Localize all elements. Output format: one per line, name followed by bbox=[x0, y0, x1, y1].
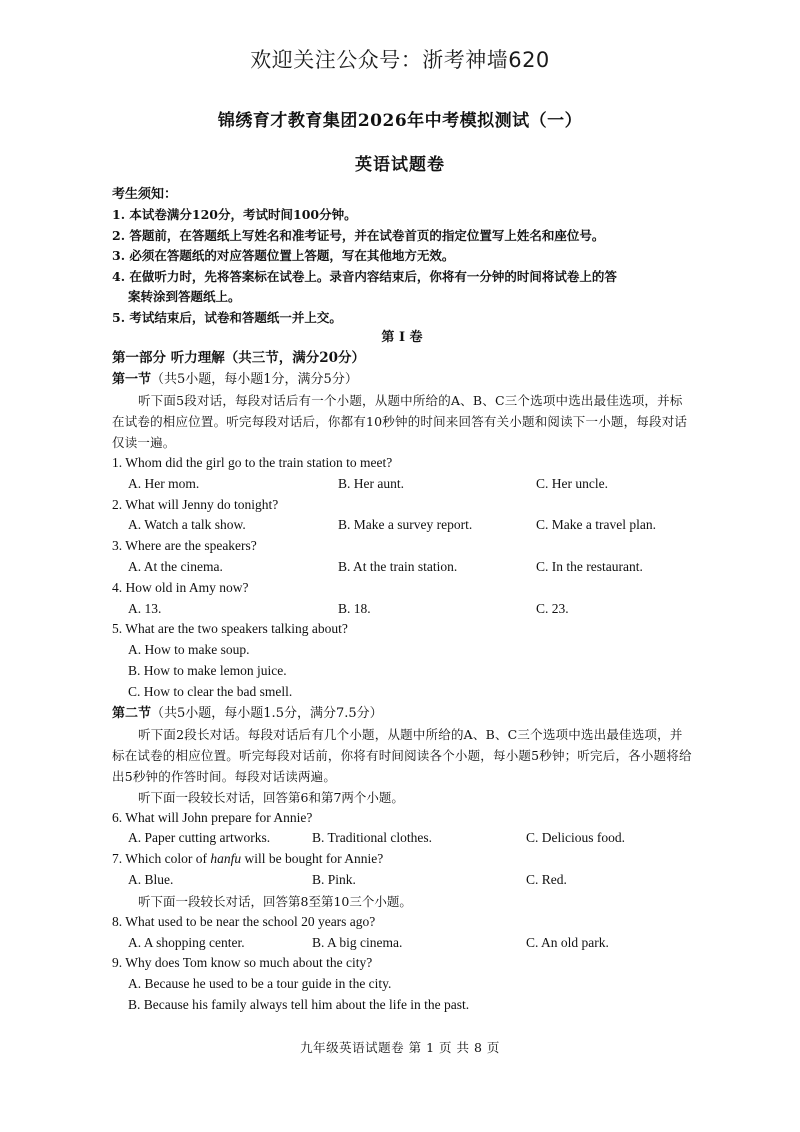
option-b: B. Pink. bbox=[312, 871, 356, 887]
option-row bbox=[112, 828, 692, 849]
question-block bbox=[112, 495, 692, 537]
option-b: B. 18. bbox=[338, 600, 371, 616]
question-text: 9. Why does Tom know so much about the city? bbox=[112, 955, 373, 971]
exam-content bbox=[112, 185, 692, 1016]
option-row bbox=[112, 599, 692, 620]
option-row bbox=[112, 933, 692, 954]
section-one-title bbox=[112, 369, 692, 390]
notice-item: 2. 答题前，在答题纸上写姓名和准考证号，并在试卷首页的指定位置写上姓名和座位号。 bbox=[112, 227, 605, 243]
option-row bbox=[112, 557, 692, 578]
option-b: B. Make a survey report. bbox=[338, 517, 473, 533]
question-block bbox=[112, 912, 692, 954]
page-footer: 九年级英语试题卷 第 1 页 共 8 页 bbox=[300, 1040, 500, 1055]
section-two-instruction: 听下面2段长对话。每段对话后有几个小题，从题中所给的A、B、C三个选项中选出最佳选项，并标在试卷的相应位置。听完每段对话前，你将有时间阅读各个小题，每小题5秒钟；听完后，各小题将给出5秒钟的作答时间。每段对话读两遍。 bbox=[112, 726, 692, 784]
wechat-banner: 欢迎关注公众号：浙考神墙620 bbox=[250, 48, 550, 72]
option-c: C. In the restaurant. bbox=[536, 558, 643, 574]
notice-item: 1. 本试卷满分120分，考试时间100分钟。 bbox=[112, 207, 357, 222]
question-text: 8. What used to be near the school 20 years ago? bbox=[112, 913, 376, 929]
option-a: A. How to make soup. bbox=[128, 642, 250, 658]
option-a: A. Paper cutting artworks. bbox=[128, 830, 271, 846]
section-two-title bbox=[112, 703, 692, 724]
option-b: B. A big cinema. bbox=[312, 934, 403, 950]
option-a: A. Her mom. bbox=[128, 475, 200, 491]
option-a: A. At the cinema. bbox=[128, 558, 223, 574]
option-row bbox=[112, 474, 692, 495]
option-b: B. Traditional clothes. bbox=[312, 830, 433, 846]
option-b: B. At the train station. bbox=[338, 558, 458, 574]
question-block bbox=[112, 849, 692, 891]
section-one-instruction: 听下面5段对话，每段对话后有一个小题，从题中所给的A、B、C三个选项中选出最佳选项，并标在试卷的相应位置。听完每段对话后，你都有10秒钟的时间来回答有关小题和阅读下一小题，每段对话仅读一遍。 bbox=[112, 393, 688, 450]
notice-item-continued: 案转涂到答题纸上。 bbox=[128, 289, 241, 304]
option-b: B. How to make lemon juice. bbox=[128, 662, 287, 678]
question-text-part: will be bought for Annie? bbox=[241, 851, 384, 867]
option-b: B. Her aunt. bbox=[338, 475, 404, 491]
option-c: C. An old park. bbox=[526, 934, 609, 950]
exam-title: 锦绣育才教育集团2026年中考模拟测试（一） bbox=[217, 111, 583, 131]
option-a: A. Blue. bbox=[128, 871, 174, 887]
option-b: B. Because his family always tell him about the life in the past. bbox=[128, 996, 470, 1012]
question-italic-term: hanfu bbox=[210, 851, 242, 867]
question-text: 1. Whom did the girl go to the train station to meet? bbox=[112, 455, 393, 470]
question-block bbox=[112, 619, 692, 702]
dialogue-intro: 听下面一段较长对话，回答第8至第10三个小题。 bbox=[138, 893, 412, 909]
notice-list bbox=[112, 205, 692, 328]
question-text-part: 7. Which color of bbox=[112, 851, 211, 867]
question-block bbox=[112, 536, 692, 578]
option-c: C. Red. bbox=[526, 871, 567, 887]
question-text: 5. What are the two speakers talking about? bbox=[112, 621, 348, 637]
question-text: 2. What will Jenny do tonight? bbox=[112, 496, 279, 512]
section-desc: （共5小题，每小题1.5分，满分7.5分） bbox=[151, 705, 383, 721]
question-text: 6. What will John prepare for Annie? bbox=[112, 809, 313, 825]
notice-item: 5. 考试结束后，试卷和答题纸一并上交。 bbox=[112, 309, 342, 325]
option-row bbox=[112, 870, 692, 891]
option-c: C. Make a travel plan. bbox=[536, 517, 656, 533]
option-c: C. 23. bbox=[536, 600, 569, 616]
question-block bbox=[112, 808, 692, 850]
part-one-title: 第一部分 听力理解（共三节，满分20分） bbox=[112, 350, 365, 366]
option-c: C. How to clear the bad smell. bbox=[128, 683, 293, 699]
exam-subtitle: 英语试题卷 bbox=[355, 155, 445, 175]
option-a: A. 13. bbox=[128, 600, 162, 616]
question-block bbox=[112, 578, 692, 620]
notice-item: 4. 在做听力时，先将答案标在试卷上。录音内容结束后，你将有一分钟的时间将试卷上的答 bbox=[112, 268, 617, 284]
option-c: C. Delicious food. bbox=[526, 830, 625, 846]
question-block bbox=[112, 953, 692, 1015]
section-label: 第一节 bbox=[112, 372, 152, 387]
option-a: A. A shopping center. bbox=[128, 934, 245, 950]
volume-heading: 第 I 卷 bbox=[381, 330, 423, 345]
question-block bbox=[112, 453, 692, 495]
notice-item: 3. 必须在答题纸的对应答题位置上答题，写在其他地方无效。 bbox=[112, 248, 455, 263]
option-row bbox=[112, 515, 692, 536]
option-c: C. Her uncle. bbox=[536, 475, 608, 491]
question-text: 4. How old in Amy now? bbox=[112, 579, 249, 595]
section-desc: （共5小题，每小题1分，满分5分） bbox=[151, 372, 358, 387]
option-a: A. Because he used to be a tour guide in the city. bbox=[128, 976, 392, 992]
question-text bbox=[112, 849, 692, 870]
notice-heading: 考生须知： bbox=[112, 187, 178, 202]
section-label: 第二节 bbox=[112, 705, 152, 721]
question-text: 3. Where are the speakers? bbox=[112, 538, 257, 554]
dialogue-intro: 听下面一段较长对话，回答第6和第7两个小题。 bbox=[138, 789, 404, 805]
option-a: A. Watch a talk show. bbox=[128, 517, 246, 533]
